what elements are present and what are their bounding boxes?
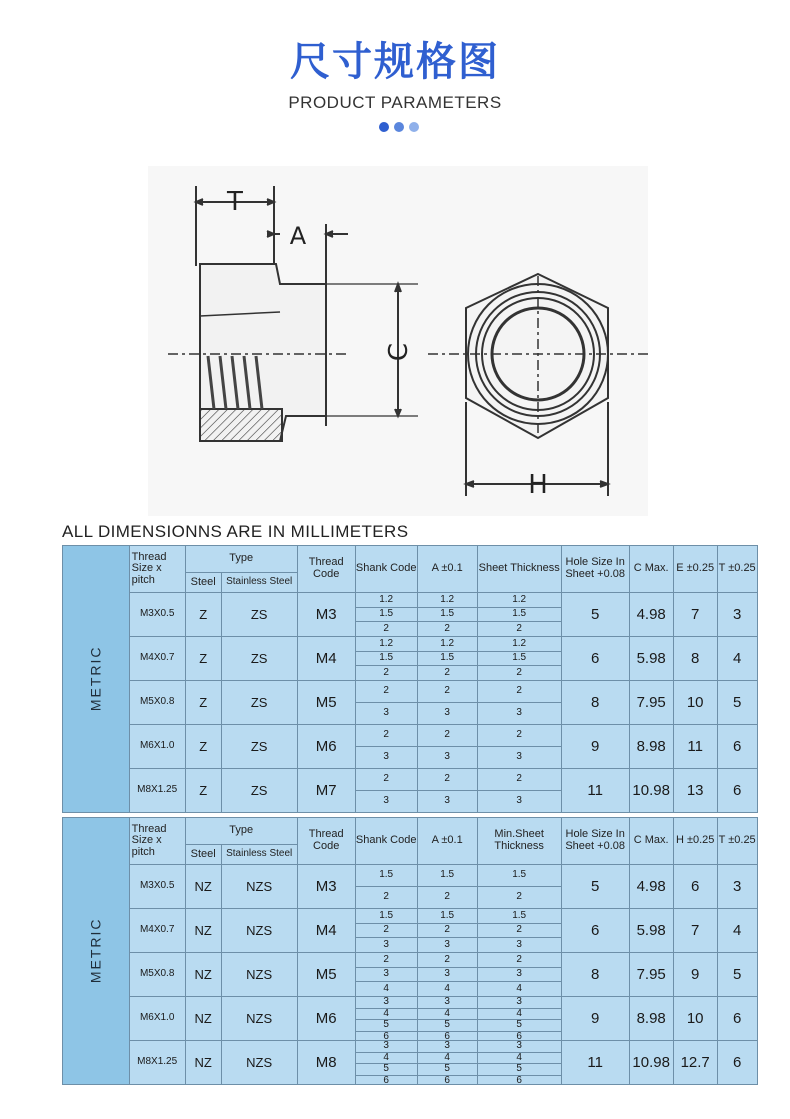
side-label-cell [63, 546, 130, 813]
a-value: 5 [418, 1020, 477, 1032]
shank-value: 6 [383, 1074, 389, 1086]
cell-a [417, 997, 477, 1041]
cell-hole: 11 [561, 1041, 629, 1085]
a-value: 1.5 [418, 608, 477, 623]
sheet-value: 6 [516, 1030, 522, 1042]
sheet-value: 2 [516, 622, 522, 634]
shank-value: 1.2 [356, 637, 417, 652]
cell-c: 5.98 [629, 637, 673, 681]
a-stack [418, 637, 477, 680]
cell-t: 3 [717, 865, 757, 909]
shank-stack [356, 997, 417, 1040]
header-shank-code: Shank Code [355, 818, 417, 865]
shank-value: 6 [383, 1030, 389, 1042]
header-sheet: Sheet Thickness [477, 546, 561, 593]
a-stack [418, 865, 477, 908]
shank-value: 1.2 [356, 593, 417, 608]
side-label-cell [63, 818, 130, 1085]
cell-stainless: ZS [221, 593, 297, 637]
sheet-value: 1.5 [478, 909, 561, 924]
header-stainless: Stainless Steel [221, 573, 297, 593]
cell-thread-code: M3 [297, 593, 355, 637]
cell-c: 10.98 [629, 769, 673, 813]
shank-value: 3 [383, 707, 389, 719]
a-value: 2 [418, 769, 477, 791]
header-steel: Steel [185, 845, 221, 865]
a-stack [418, 593, 477, 636]
cell-e: 7 [673, 909, 717, 953]
cell-shank [355, 681, 417, 725]
cell-hole: 8 [561, 681, 629, 725]
cell-sheet [477, 997, 561, 1041]
shank-value: 3 [356, 997, 417, 1009]
sheet-value: 3 [516, 795, 522, 807]
cell-t: 4 [717, 909, 757, 953]
cell-stainless: ZS [221, 725, 297, 769]
sheet-stack [478, 769, 561, 812]
label-c: C [384, 342, 414, 362]
a-value: 4 [418, 1053, 477, 1065]
cell-size: M8X1.25 [129, 1041, 185, 1085]
page-subtitle: PRODUCT PARAMETERS [288, 93, 502, 112]
cell-shank [355, 593, 417, 637]
cell-sheet [477, 909, 561, 953]
header-steel: Steel [185, 573, 221, 593]
cell-c: 7.95 [629, 681, 673, 725]
shank-value: 1.5 [356, 909, 417, 924]
cell-t: 6 [717, 725, 757, 769]
shank-value: 3 [356, 968, 417, 983]
cell-sheet [477, 725, 561, 769]
cell-hole: 9 [561, 725, 629, 769]
cell-shank [355, 1041, 417, 1085]
shank-value: 2 [356, 769, 417, 791]
shank-stack [356, 1041, 417, 1084]
cell-e: 8 [673, 637, 717, 681]
a-value: 3 [444, 795, 450, 807]
cell-c: 7.95 [629, 953, 673, 997]
sheet-value: 2 [516, 666, 522, 678]
shank-value: 5 [356, 1020, 417, 1032]
cell-stainless: ZS [221, 769, 297, 813]
cell-stainless: NZS [221, 997, 297, 1041]
shank-value: 2 [383, 891, 389, 903]
cell-hole: 6 [561, 909, 629, 953]
cell-sheet [477, 865, 561, 909]
header-c: C Max. [629, 546, 673, 593]
a-stack [418, 953, 477, 996]
cell-stainless: NZS [221, 909, 297, 953]
cell-a [417, 769, 477, 813]
cell-a [417, 1041, 477, 1085]
cell-hole: 5 [561, 865, 629, 909]
a-stack [418, 1041, 477, 1084]
cell-stainless: ZS [221, 637, 297, 681]
a-value: 3 [418, 968, 477, 983]
cell-size: M4X0.7 [129, 637, 185, 681]
header-type: Type [185, 546, 297, 573]
cell-size: M5X0.8 [129, 953, 185, 997]
nut-drawing [148, 166, 648, 516]
header-e: H ±0.25 [673, 818, 717, 865]
a-value: 2 [444, 622, 450, 634]
header-t: T ±0.25 [717, 546, 757, 593]
cell-thread-code: M7 [297, 769, 355, 813]
shank-value: 3 [383, 751, 389, 763]
cell-size: M6X1.0 [129, 997, 185, 1041]
a-value: 3 [418, 997, 477, 1009]
cell-c: 8.98 [629, 997, 673, 1041]
sheet-value: 1.5 [478, 865, 561, 887]
sheet-stack [478, 909, 561, 952]
a-value: 1.2 [418, 593, 477, 608]
cell-e: 10 [673, 681, 717, 725]
table-row [63, 769, 758, 813]
technical-drawing [148, 166, 648, 516]
shank-value: 3 [383, 938, 389, 950]
cell-a [417, 593, 477, 637]
cell-c: 4.98 [629, 865, 673, 909]
a-value: 1.5 [418, 865, 477, 887]
a-value: 4 [418, 1009, 477, 1021]
sheet-value: 1.2 [478, 593, 561, 608]
cell-shank [355, 953, 417, 997]
a-value: 3 [418, 1041, 477, 1053]
dimension-table-2 [62, 817, 758, 1085]
units-note: ALL DIMENSIONNS ARE IN MILLIMETERS [62, 522, 409, 541]
cell-hole: 6 [561, 637, 629, 681]
cell-hole: 9 [561, 997, 629, 1041]
shank-stack [356, 593, 417, 636]
header-sheet: Min.Sheet Thickness [477, 818, 561, 865]
a-stack [418, 909, 477, 952]
a-value: 6 [444, 1074, 450, 1086]
shank-value: 2 [356, 725, 417, 747]
table-row [63, 865, 758, 909]
cell-a [417, 953, 477, 997]
cell-hole: 8 [561, 953, 629, 997]
shank-value: 2 [383, 622, 389, 634]
shank-value: 3 [356, 1041, 417, 1053]
cell-thread-code: M5 [297, 953, 355, 997]
cell-thread-code: M3 [297, 865, 355, 909]
cell-c: 4.98 [629, 593, 673, 637]
sheet-value: 3 [478, 968, 561, 983]
sheet-stack [478, 681, 561, 724]
label-t: T [227, 187, 243, 217]
shank-value: 5 [356, 1064, 417, 1076]
sheet-value: 3 [478, 997, 561, 1009]
header-shank-code: Shank Code [355, 546, 417, 593]
sheet-value: 5 [478, 1064, 561, 1076]
a-value: 3 [444, 751, 450, 763]
shank-stack [356, 953, 417, 996]
cell-c: 5.98 [629, 909, 673, 953]
sheet-value: 4 [478, 1009, 561, 1021]
sheet-value: 1.5 [478, 652, 561, 667]
cell-t: 6 [717, 1041, 757, 1085]
a-value: 6 [444, 1030, 450, 1042]
cell-sheet [477, 953, 561, 997]
shank-stack [356, 637, 417, 680]
header-a: A ±0.1 [417, 818, 477, 865]
cell-c: 8.98 [629, 725, 673, 769]
sheet-value: 3 [516, 751, 522, 763]
a-value: 3 [444, 938, 450, 950]
header-stainless: Stainless Steel [221, 845, 297, 865]
cell-stainless: ZS [221, 681, 297, 725]
cell-steel: Z [185, 769, 221, 813]
a-value: 4 [444, 982, 450, 994]
sheet-value: 6 [516, 1074, 522, 1086]
shank-value: 3 [383, 795, 389, 807]
page-title: 尺寸规格图 [290, 39, 500, 85]
cell-e: 11 [673, 725, 717, 769]
header-c: C Max. [629, 818, 673, 865]
sheet-value: 5 [478, 1020, 561, 1032]
a-value: 1.5 [418, 909, 477, 924]
cell-stainless: NZS [221, 865, 297, 909]
cell-steel: NZ [185, 865, 221, 909]
a-stack [418, 769, 477, 812]
cell-a [417, 637, 477, 681]
cell-t: 5 [717, 953, 757, 997]
cell-hole: 5 [561, 593, 629, 637]
header-a: A ±0.1 [417, 546, 477, 593]
cell-e: 13 [673, 769, 717, 813]
decorative-dots [379, 122, 419, 132]
header-e: E ±0.25 [673, 546, 717, 593]
cell-shank [355, 909, 417, 953]
a-value: 3 [444, 707, 450, 719]
cell-t: 5 [717, 681, 757, 725]
cell-t: 3 [717, 593, 757, 637]
label-h: H [528, 470, 548, 500]
table-row [63, 953, 758, 997]
a-stack [418, 725, 477, 768]
cell-sheet [477, 1041, 561, 1085]
shank-value: 2 [356, 681, 417, 703]
header-t: T ±0.25 [717, 818, 757, 865]
shank-value: 4 [383, 982, 389, 994]
cell-stainless: NZS [221, 1041, 297, 1085]
table-row [63, 681, 758, 725]
cell-steel: Z [185, 637, 221, 681]
cell-shank [355, 997, 417, 1041]
header-thread-code: Thread Code [297, 546, 355, 593]
sheet-value: 3 [516, 707, 522, 719]
header-thread-size: Thread Size x pitch [129, 546, 185, 593]
shank-stack [356, 865, 417, 908]
sheet-value: 1.2 [478, 637, 561, 652]
cell-hole: 11 [561, 769, 629, 813]
table-row [63, 1041, 758, 1085]
sheet-value: 2 [478, 769, 561, 791]
shank-value: 1.5 [356, 865, 417, 887]
shank-stack [356, 909, 417, 952]
a-value: 5 [418, 1064, 477, 1076]
shank-value: 4 [356, 1053, 417, 1065]
label-a: A [289, 222, 307, 250]
shank-value: 2 [356, 924, 417, 939]
a-value: 2 [418, 924, 477, 939]
shank-value: 1.5 [356, 652, 417, 667]
cell-thread-code: M4 [297, 637, 355, 681]
sheet-value: 2 [478, 681, 561, 703]
cell-stainless: NZS [221, 953, 297, 997]
dimension-table-1 [62, 545, 758, 813]
side-label: METRIC [87, 645, 104, 712]
cell-steel: NZ [185, 909, 221, 953]
cell-steel: NZ [185, 953, 221, 997]
header-hole: Hole Size In Sheet +0.08 [561, 546, 629, 593]
shank-value: 1.5 [356, 608, 417, 623]
sheet-value: 3 [478, 1041, 561, 1053]
cell-size: M8X1.25 [129, 769, 185, 813]
cell-size: M3X0.5 [129, 593, 185, 637]
cell-t: 6 [717, 769, 757, 813]
sheet-stack [478, 725, 561, 768]
cell-e: 6 [673, 865, 717, 909]
sheet-value: 2 [478, 924, 561, 939]
shank-value: 2 [383, 666, 389, 678]
cell-size: M6X1.0 [129, 725, 185, 769]
cell-t: 6 [717, 997, 757, 1041]
cell-shank [355, 769, 417, 813]
table-row [63, 637, 758, 681]
cell-a [417, 725, 477, 769]
cell-shank [355, 865, 417, 909]
shank-stack [356, 681, 417, 724]
sheet-stack [478, 637, 561, 680]
dot-2 [394, 122, 404, 132]
cell-steel: NZ [185, 1041, 221, 1085]
cell-sheet [477, 637, 561, 681]
header-hole: Hole Size In Sheet +0.08 [561, 818, 629, 865]
a-value: 2 [444, 891, 450, 903]
shank-value: 4 [356, 1009, 417, 1021]
a-stack [418, 997, 477, 1040]
cell-thread-code: M6 [297, 725, 355, 769]
cell-steel: Z [185, 681, 221, 725]
cell-thread-code: M4 [297, 909, 355, 953]
cell-size: M4X0.7 [129, 909, 185, 953]
cell-c: 10.98 [629, 1041, 673, 1085]
cell-steel: Z [185, 725, 221, 769]
cell-t: 4 [717, 637, 757, 681]
a-value: 2 [418, 681, 477, 703]
shank-stack [356, 725, 417, 768]
table-row [63, 725, 758, 769]
sheet-stack [478, 593, 561, 636]
cell-e: 7 [673, 593, 717, 637]
table-row [63, 997, 758, 1041]
header-type: Type [185, 818, 297, 845]
sheet-value: 2 [478, 725, 561, 747]
header-thread-size: Thread Size x pitch [129, 818, 185, 865]
cell-size: M3X0.5 [129, 865, 185, 909]
cell-a [417, 865, 477, 909]
side-label: METRIC [87, 917, 104, 984]
cell-a [417, 909, 477, 953]
sheet-value: 2 [516, 891, 522, 903]
front-view [428, 274, 648, 496]
header-thread-code: Thread Code [297, 818, 355, 865]
sheet-stack [478, 1041, 561, 1084]
cell-sheet [477, 593, 561, 637]
dot-1 [379, 122, 389, 132]
sheet-value: 4 [516, 982, 522, 994]
sheet-value: 3 [516, 938, 522, 950]
cell-e: 10 [673, 997, 717, 1041]
cell-thread-code: M8 [297, 1041, 355, 1085]
cell-sheet [477, 681, 561, 725]
a-value: 2 [418, 725, 477, 747]
cell-steel: Z [185, 593, 221, 637]
a-value: 1.2 [418, 637, 477, 652]
cell-size: M5X0.8 [129, 681, 185, 725]
cell-shank [355, 725, 417, 769]
sheet-stack [478, 953, 561, 996]
cell-steel: NZ [185, 997, 221, 1041]
table-row [63, 909, 758, 953]
a-value: 2 [418, 953, 477, 968]
shank-value: 2 [356, 953, 417, 968]
cell-e: 9 [673, 953, 717, 997]
cell-sheet [477, 769, 561, 813]
a-value: 1.5 [418, 652, 477, 667]
cell-a [417, 681, 477, 725]
sheet-value: 1.5 [478, 608, 561, 623]
cell-thread-code: M6 [297, 997, 355, 1041]
sheet-value: 2 [478, 953, 561, 968]
sheet-stack [478, 997, 561, 1040]
sheet-stack [478, 865, 561, 908]
table-row [63, 593, 758, 637]
a-stack [418, 681, 477, 724]
cell-thread-code: M5 [297, 681, 355, 725]
shank-stack [356, 769, 417, 812]
cell-e: 12.7 [673, 1041, 717, 1085]
cell-shank [355, 637, 417, 681]
dot-3 [409, 122, 419, 132]
a-value: 2 [444, 666, 450, 678]
sheet-value: 4 [478, 1053, 561, 1065]
